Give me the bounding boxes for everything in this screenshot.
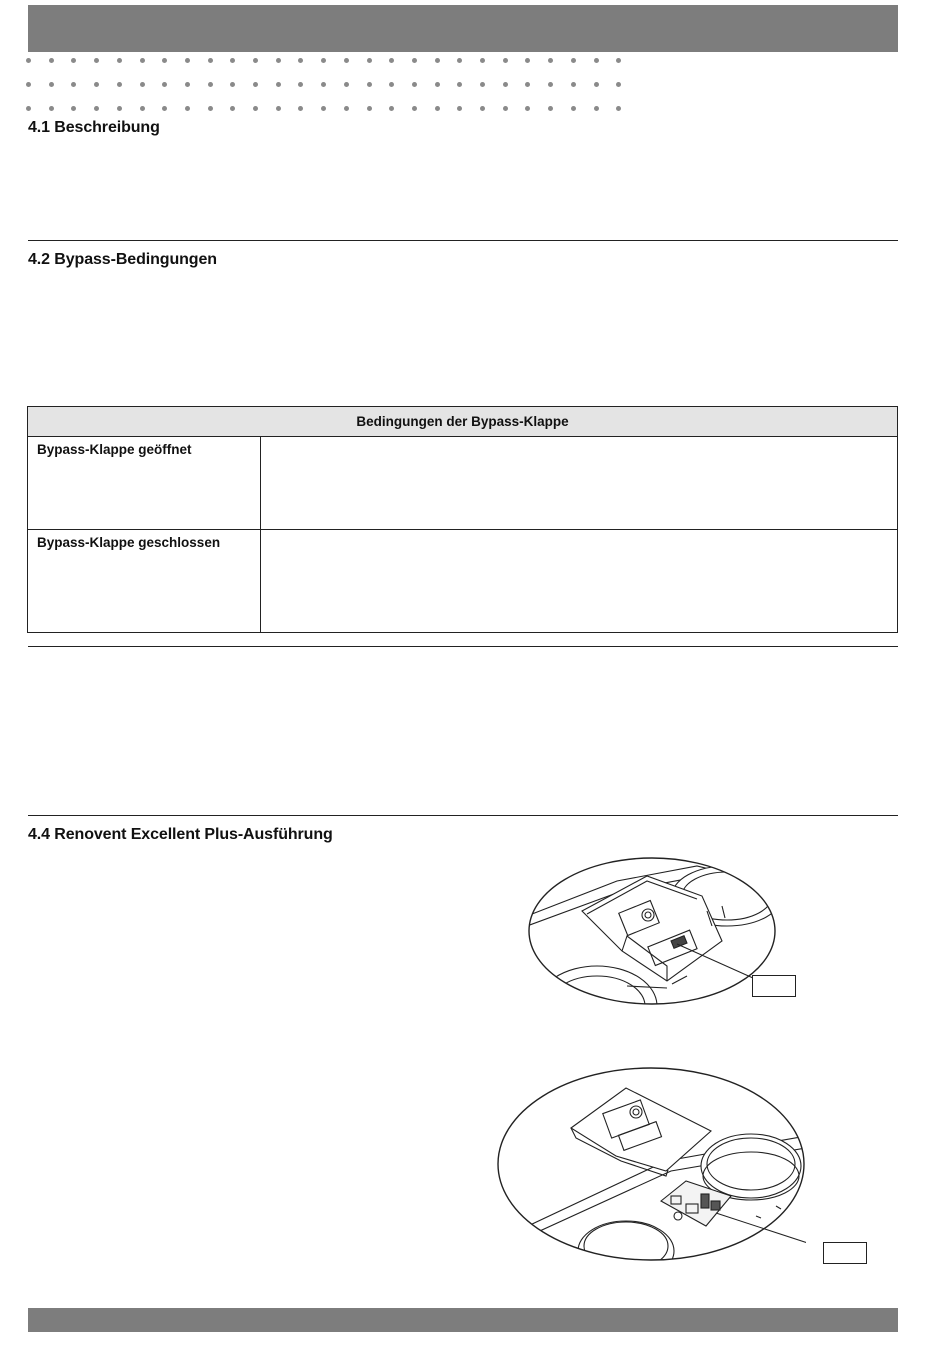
decorative-dot	[230, 82, 235, 87]
decorative-dot	[457, 82, 462, 87]
decorative-dot	[435, 82, 440, 87]
table-row	[28, 437, 898, 530]
control-board-illustration	[496, 1066, 806, 1262]
decorative-dot	[117, 82, 122, 87]
decorative-dot	[344, 106, 349, 111]
decorative-dot	[208, 106, 213, 111]
decorative-dot	[435, 106, 440, 111]
decorative-dot	[71, 106, 76, 111]
decorative-dot	[548, 58, 553, 63]
figure-bypass-cover	[527, 856, 777, 1006]
decorative-dot	[276, 82, 281, 87]
decorative-dot	[49, 106, 54, 111]
decorative-dot	[344, 58, 349, 63]
decorative-dot	[616, 58, 621, 63]
decorative-dot	[321, 106, 326, 111]
decorative-dot	[571, 58, 576, 63]
decorative-dot	[185, 82, 190, 87]
decorative-dot	[94, 106, 99, 111]
decorative-dot	[162, 58, 167, 63]
section-divider	[28, 240, 898, 241]
decorative-dot	[367, 106, 372, 111]
decorative-dot	[389, 106, 394, 111]
figure-1-callout-box	[752, 975, 796, 997]
decorative-dot	[571, 106, 576, 111]
row-text-open	[261, 437, 898, 530]
decorative-dot	[435, 58, 440, 63]
decorative-dot	[253, 82, 258, 87]
figure-control-board	[496, 1066, 806, 1262]
decorative-dot	[594, 82, 599, 87]
decorative-dot	[571, 82, 576, 87]
decorative-dot	[480, 58, 485, 63]
decorative-dot	[525, 106, 530, 111]
decorative-dot	[140, 106, 145, 111]
decorative-dot	[208, 58, 213, 63]
decorative-dot	[71, 82, 76, 87]
decorative-dot	[276, 58, 281, 63]
row-label-closed: Bypass-Klappe geschlossen	[28, 530, 261, 633]
decorative-dot-grid	[26, 58, 636, 118]
decorative-dot	[321, 58, 326, 63]
decorative-dot	[367, 58, 372, 63]
decorative-dot	[185, 58, 190, 63]
decorative-dot	[389, 58, 394, 63]
decorative-dot	[94, 82, 99, 87]
decorative-dot	[117, 58, 122, 63]
section-divider	[28, 646, 898, 647]
decorative-dot	[412, 82, 417, 87]
decorative-dot	[253, 106, 258, 111]
decorative-dot	[457, 106, 462, 111]
decorative-dot	[412, 58, 417, 63]
row-label-open: Bypass-Klappe geöffnet	[28, 437, 261, 530]
section-heading-4-4: 4.4 Renovent Excellent Plus-Ausführung	[28, 826, 333, 843]
decorative-dot	[548, 106, 553, 111]
bypass-cover-illustration	[527, 856, 777, 1006]
decorative-dot	[548, 82, 553, 87]
decorative-dot	[185, 106, 190, 111]
decorative-dot	[49, 82, 54, 87]
bypass-conditions-table	[27, 406, 898, 633]
decorative-dot	[594, 58, 599, 63]
decorative-dot	[94, 58, 99, 63]
decorative-dot	[525, 82, 530, 87]
decorative-dot	[503, 106, 508, 111]
figure-2-callout-box	[823, 1242, 867, 1264]
table-header: Bedingungen der Bypass-Klappe	[28, 407, 898, 437]
decorative-dot	[367, 82, 372, 87]
decorative-dot	[503, 82, 508, 87]
decorative-dot	[140, 82, 145, 87]
decorative-dot	[594, 106, 599, 111]
decorative-dot	[389, 82, 394, 87]
decorative-dot	[230, 58, 235, 63]
decorative-dot	[298, 106, 303, 111]
decorative-dot	[162, 106, 167, 111]
decorative-dot	[412, 106, 417, 111]
footer-bar	[28, 1308, 898, 1332]
decorative-dot	[480, 106, 485, 111]
row-text-closed	[261, 530, 898, 633]
section-heading-4-2: 4.2 Bypass-Bedingungen	[28, 251, 217, 268]
table-row	[28, 530, 898, 633]
decorative-dot	[480, 82, 485, 87]
decorative-dot	[321, 82, 326, 87]
decorative-dot	[503, 58, 508, 63]
section-heading-4-1: 4.1 Beschreibung	[28, 119, 160, 136]
decorative-dot	[616, 82, 621, 87]
decorative-dot	[276, 106, 281, 111]
decorative-dot	[298, 58, 303, 63]
decorative-dot	[117, 106, 122, 111]
section-divider	[28, 815, 898, 816]
decorative-dot	[140, 58, 145, 63]
decorative-dot	[162, 82, 167, 87]
decorative-dot	[71, 58, 76, 63]
decorative-dot	[49, 58, 54, 63]
decorative-dot	[525, 58, 530, 63]
decorative-dot	[208, 82, 213, 87]
decorative-dot	[26, 106, 31, 111]
decorative-dot	[457, 58, 462, 63]
decorative-dot	[230, 106, 235, 111]
decorative-dot	[26, 82, 31, 87]
decorative-dot	[298, 82, 303, 87]
header-bar	[28, 5, 898, 52]
decorative-dot	[344, 82, 349, 87]
decorative-dot	[253, 58, 258, 63]
decorative-dot	[616, 106, 621, 111]
decorative-dot	[26, 58, 31, 63]
